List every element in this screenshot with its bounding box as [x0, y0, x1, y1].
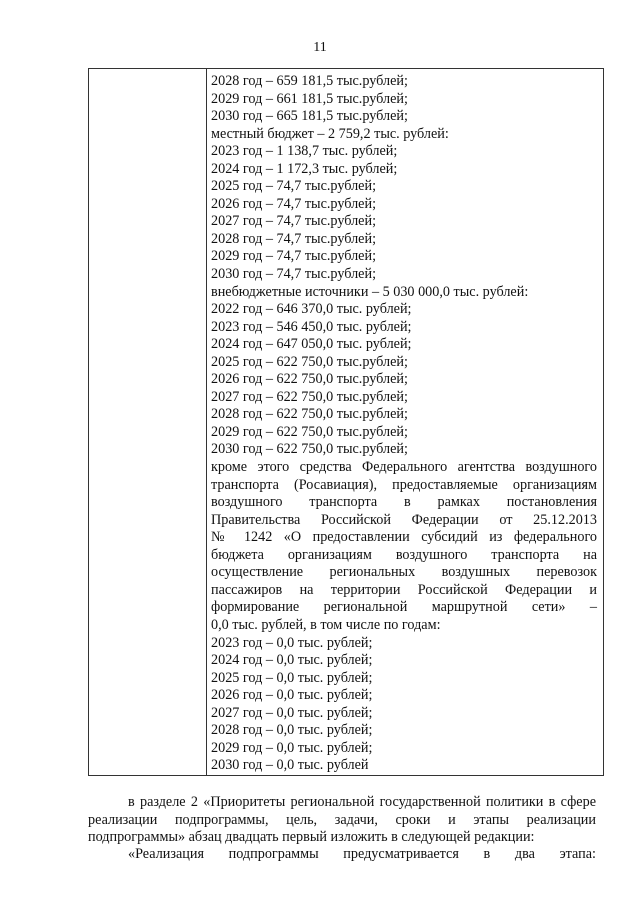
funding-line: 2023 год – 546 450,0 тыс. рублей;: [211, 318, 412, 335]
funding-line: 2029 год – 661 181,5 тыс.рублей;: [211, 90, 408, 107]
local-budget-total: местный бюджет – 2 759,2 тыс. рублей:: [211, 125, 449, 142]
amendment-paragraph: [88, 794, 596, 847]
funding-line: 2028 год – 74,7 тыс.рублей;: [211, 230, 377, 247]
funding-line: 2023 год – 1 138,7 тыс. рублей;: [211, 143, 398, 160]
funding-line: 2024 год – 647 050,0 тыс. рублей;: [211, 336, 412, 353]
rosaviatsia-year-line: 2026 год – 0,0 тыс. рублей;: [211, 687, 373, 704]
rosaviatsia-text-line: формирование региональной маршрутной сети» –: [211, 599, 597, 616]
page-number: 11: [313, 40, 327, 55]
rosaviatsia-text-line: транспорта (Росавиация), предоставляемые организациям: [211, 476, 597, 493]
extrabudgetary-total: внебюджетные источники – 5 030 000,0 тыс. рублей:: [211, 283, 529, 300]
rosaviatsia-text-line: бюджета организациям воздушного транспорта на: [211, 546, 597, 563]
rosaviatsia-year-line: 2024 год – 0,0 тыс. рублей;: [211, 652, 373, 669]
funding-line: 2025 год – 74,7 тыс.рублей;: [211, 178, 377, 195]
rosaviatsia-text-line: пассажиров на территории Российской Федерации и: [211, 581, 597, 598]
rosaviatsia-text-line: Правительства Российской Федерации от 25.12.2013: [211, 511, 597, 528]
column-divider: [206, 69, 207, 775]
rosaviatsia-text-line: воздушного транспорта в рамках постановления: [211, 494, 597, 511]
funding-line: 2030 год – 622 750,0 тыс.рублей;: [211, 441, 408, 458]
rosaviatsia-year-line: 2029 год – 0,0 тыс. рублей;: [211, 739, 373, 756]
funding-line: 2022 год – 646 370,0 тыс. рублей;: [211, 301, 412, 318]
funding-line: 2028 год – 622 750,0 тыс.рублей;: [211, 406, 408, 423]
funding-cell: [211, 73, 597, 775]
rosaviatsia-text-line: кроме этого средства Федерального агентства воздушного: [211, 459, 597, 476]
rosaviatsia-total: 0,0 тыс. рублей, в том числе по годам:: [211, 616, 441, 633]
funding-line: 2028 год – 659 181,5 тыс.рублей;: [211, 73, 408, 89]
rosaviatsia-text-line: № 1242 «О предоставлении субсидий из федерального: [211, 529, 597, 546]
funding-line: 2027 год – 622 750,0 тыс.рублей;: [211, 388, 408, 405]
quoted-paragraph: [88, 846, 596, 864]
rosaviatsia-year-line: 2028 год – 0,0 тыс. рублей;: [211, 722, 373, 739]
rosaviatsia-year-line: 2030 год – 0,0 тыс. рублей: [211, 757, 369, 774]
funding-line: 2026 год – 74,7 тыс.рублей;: [211, 195, 377, 212]
table-frame: [88, 68, 604, 776]
funding-line: 2024 год – 1 172,3 тыс. рублей;: [211, 160, 398, 177]
quoted-paragraph-text: «Реализация подпрограммы предусматривается в два этапа:: [128, 846, 596, 862]
rosaviatsia-year-line: 2025 год – 0,0 тыс. рублей;: [211, 669, 373, 686]
funding-line: 2025 год – 622 750,0 тыс.рублей;: [211, 353, 408, 370]
funding-line: 2026 год – 622 750,0 тыс.рублей;: [211, 371, 408, 388]
funding-line: 2029 год – 622 750,0 тыс.рублей;: [211, 423, 408, 440]
funding-line: 2027 год – 74,7 тыс.рублей;: [211, 213, 377, 230]
rosaviatsia-year-line: 2023 год – 0,0 тыс. рублей;: [211, 634, 373, 651]
funding-line: 2030 год – 74,7 тыс.рублей;: [211, 266, 377, 283]
funding-line: 2029 год – 74,7 тыс.рублей;: [211, 248, 377, 265]
rosaviatsia-year-line: 2027 год – 0,0 тыс. рублей;: [211, 704, 373, 721]
funding-line: 2030 год – 665 181,5 тыс.рублей;: [211, 108, 408, 125]
amendment-paragraph-text: в разделе 2 «Приоритеты региональной государственной политики в сфере реализации подпрограммы, цель, задачи, сроки и этапы реализации подпрограммы» абзац двадцать первый изложить в следующей редакции:: [88, 794, 596, 846]
rosaviatsia-text-line: осуществление региональных воздушных перевозок: [211, 564, 597, 581]
